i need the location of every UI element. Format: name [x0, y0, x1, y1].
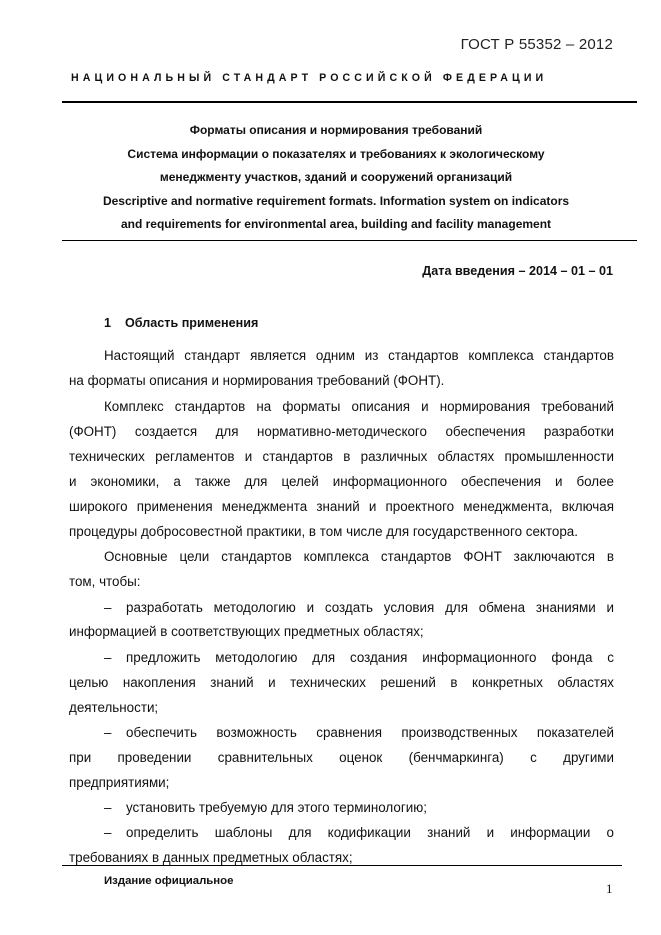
standard-number: ГОСТ Р 55352 – 2012 [460, 36, 613, 53]
list-item [104, 599, 614, 617]
title-divider [62, 240, 637, 241]
section-number: 1 [104, 316, 112, 330]
body-line: и экономики, а также для целей информационного обеспечения и более [69, 474, 614, 489]
list-item-text: предложить методологию для создания информационного фонда с [126, 650, 614, 665]
body-line: при проведении сравнительных оценок (бенчмаркинга) с другими [69, 750, 614, 765]
official-edition-label: Издание официальное [104, 875, 234, 887]
body-line: на форматы описания и нормирования требований (ФОНТ). [69, 373, 445, 388]
date-of-introduction: Дата введения – 2014 – 01 – 01 [422, 264, 613, 278]
list-item-text: установить требуемую для этого терминологию; [126, 800, 427, 815]
header-divider [62, 101, 637, 103]
list-item-text: разработать методологию и создать условия для обмена знаниями и [126, 600, 614, 615]
dash-marker: – [104, 600, 112, 615]
dash-marker: – [104, 800, 112, 815]
title-line-en-1: Descriptive and normative requirement formats. Information system on indicators [102, 194, 570, 208]
body-line: широкого применения менеджмента знаний и проектного менеджмента, включая [69, 499, 614, 514]
body-line: Комплекс стандартов на форматы описания и нормирования требований [104, 399, 614, 414]
footer-divider [62, 865, 622, 866]
body-line: (ФОНТ) создается для нормативно-методического обеспечения разработки [69, 424, 614, 439]
title-line-ru-3: менеджменту участков, зданий и сооружений организаций [159, 170, 513, 184]
list-item [104, 799, 614, 817]
body-line: информацией в соответствующих предметных областях; [69, 624, 424, 639]
body-line: технических регламентов и стандартов в различных областях промышленности [69, 449, 614, 464]
title-line-ru-1: Форматы описания и нормирования требований [189, 123, 483, 137]
list-item [104, 649, 614, 667]
title-line-en-2: and requirements for environmental area, building and facility management [120, 217, 552, 231]
body-line: Основные цели стандартов комплекса стандартов ФОНТ заключаются в [104, 549, 614, 564]
body-line: предприятиями; [69, 775, 170, 790]
dash-marker: – [104, 825, 112, 840]
national-standard-heading: НАЦИОНАЛЬНЫЙ СТАНДАРТ РОССИЙСКОЙ ФЕДЕРАЦИИ [71, 72, 548, 84]
list-item [104, 724, 614, 742]
body-line: требованиях в данных предметных областях; [69, 850, 353, 865]
body-line: целью накопления знаний и технических решений в конкретных областях [69, 675, 614, 690]
title-line-ru-2: Система информации о показателях и требованиях к экологическому [127, 147, 545, 161]
page-number: 1 [606, 881, 613, 896]
dash-marker: – [104, 650, 112, 665]
body-line: том, чтобы: [69, 574, 141, 589]
list-item-text: обеспечить возможность сравнения производственных показателей [126, 725, 614, 740]
dash-marker: – [104, 725, 112, 740]
body-line: Настоящий стандарт является одним из стандартов комплекса стандартов [104, 348, 614, 363]
body-line: деятельности; [69, 700, 159, 715]
section-heading [104, 316, 258, 330]
list-item-text: определить шаблоны для кодификации знаний и информации о [126, 825, 614, 840]
list-item [104, 824, 614, 842]
section-title: Область применения [125, 316, 259, 330]
body-line: процедуры добросовестной практики, в том числе для государственного сектора. [69, 524, 578, 539]
